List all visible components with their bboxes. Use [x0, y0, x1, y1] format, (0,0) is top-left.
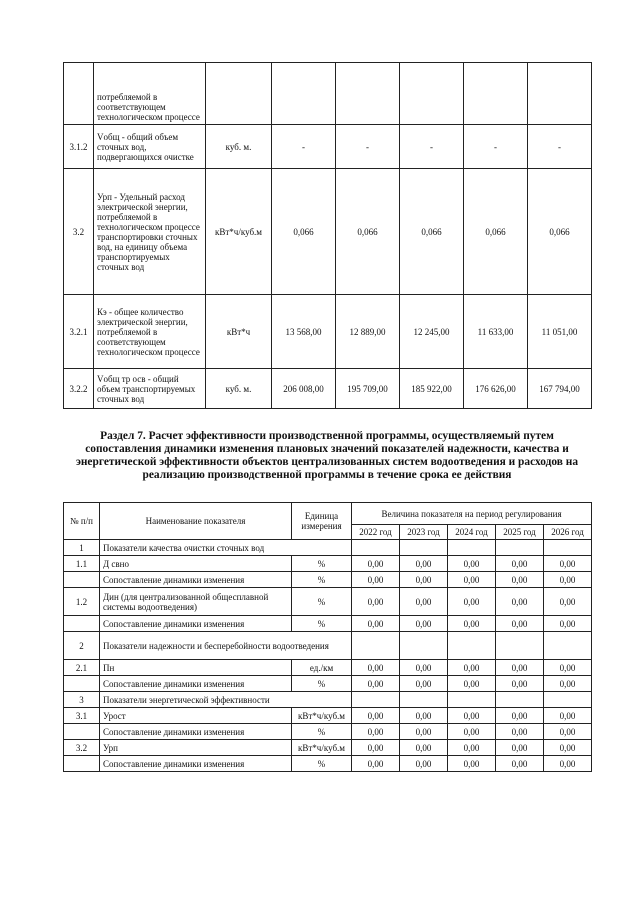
table-row: [64, 169, 592, 295]
value-cell: 12 889,00: [336, 295, 400, 369]
empty-cell: [544, 692, 592, 708]
value-cell: -: [400, 125, 464, 169]
value-cell: 0,00: [352, 588, 400, 616]
header-num: № п/п: [64, 503, 100, 540]
row-number: 2: [64, 632, 100, 660]
value-cell: 0,066: [400, 169, 464, 295]
value-cell: 0,00: [352, 708, 400, 724]
indicator-name: Дин (для централизованной общесплавной системы водоотведения): [100, 588, 292, 616]
indicator-name: Сопоставление динамики изменения: [100, 572, 292, 588]
unit-cell: %: [292, 588, 352, 616]
value-cell: 11 051,00: [528, 295, 592, 369]
value-cell: 0,00: [352, 556, 400, 572]
empty-cell: [352, 540, 400, 556]
value-cell: 206 008,00: [272, 369, 336, 409]
row-number: 3: [64, 692, 100, 708]
unit-cell: кВт*ч/куб.м: [292, 740, 352, 756]
value-cell: -: [464, 125, 528, 169]
table-row: [64, 660, 592, 676]
value-cell: 0,00: [544, 756, 592, 772]
unit-cell: кВт*ч/куб.м: [206, 169, 272, 295]
value-cell: 0,00: [544, 740, 592, 756]
value-cell: 0,00: [448, 572, 496, 588]
table-row: [64, 756, 592, 772]
value-cell: 0,00: [400, 660, 448, 676]
table-row: [64, 588, 592, 616]
empty-cell: [496, 692, 544, 708]
value-cell: 0,00: [400, 740, 448, 756]
table-row: [64, 740, 592, 756]
value-cell: -: [272, 125, 336, 169]
section-heading: Показатели энергетической эффективности: [100, 692, 352, 708]
value-cell: 0,00: [448, 588, 496, 616]
row-number: 1.1: [64, 556, 100, 572]
table-row: [64, 632, 592, 660]
value-cell: 13 568,00: [272, 295, 336, 369]
table-row: [64, 692, 592, 708]
value-cell: 0,00: [400, 616, 448, 632]
indicator-name: Сопоставление динамики изменения: [100, 756, 292, 772]
indicator-name: Д свно: [100, 556, 292, 572]
row-number: 3.1: [64, 708, 100, 724]
row-number: 1.2: [64, 588, 100, 616]
empty-cell: [352, 632, 400, 660]
unit-cell: %: [292, 572, 352, 588]
value-cell: 0,00: [544, 572, 592, 588]
indicator-description: Vобщ тр осв - общий объем транспортируемых сточных вод: [94, 369, 206, 409]
header-year: 2024 год: [448, 525, 496, 540]
unit-cell: %: [292, 756, 352, 772]
value-cell: 0,00: [400, 756, 448, 772]
value-cell: 0,00: [496, 724, 544, 740]
unit-cell: куб. м.: [206, 369, 272, 409]
value-cell: 0,00: [544, 660, 592, 676]
value-cell: 0,00: [496, 616, 544, 632]
value-cell: 0,00: [352, 676, 400, 692]
empty-cell: [400, 540, 448, 556]
value-cell: 0,00: [448, 556, 496, 572]
value-cell: 11 633,00: [464, 295, 528, 369]
row-number: [64, 676, 100, 692]
indicator-name: Сопоставление динамики изменения: [100, 676, 292, 692]
table-row: [64, 708, 592, 724]
table-row: [64, 572, 592, 588]
row-number: 3.2: [64, 740, 100, 756]
value-cell: 0,00: [496, 572, 544, 588]
value-cell: 0,00: [496, 556, 544, 572]
value-cell: 0,00: [400, 588, 448, 616]
header-year: 2022 год: [352, 525, 400, 540]
value-cell: [400, 63, 464, 125]
value-cell: 195 709,00: [336, 369, 400, 409]
unit-cell: ед./км: [292, 660, 352, 676]
value-cell: 167 794,00: [528, 369, 592, 409]
section-heading: Показатели качества очистки сточных вод: [100, 540, 352, 556]
value-cell: 0,00: [496, 660, 544, 676]
unit-cell: %: [292, 616, 352, 632]
value-cell: 0,00: [352, 660, 400, 676]
value-cell: [528, 63, 592, 125]
header-year: 2023 год: [400, 525, 448, 540]
section-heading: Показатели надежности и бесперебойности водоотведения: [100, 632, 352, 660]
value-cell: 0,00: [448, 616, 496, 632]
table-row: [64, 125, 592, 169]
empty-cell: [400, 632, 448, 660]
row-number: [64, 63, 94, 125]
empty-cell: [448, 632, 496, 660]
value-cell: 0,066: [464, 169, 528, 295]
indicator-name: Пн: [100, 660, 292, 676]
indicator-name: Урост: [100, 708, 292, 724]
value-cell: 0,00: [544, 676, 592, 692]
value-cell: 0,00: [352, 616, 400, 632]
value-cell: 0,00: [352, 572, 400, 588]
table-row: [64, 616, 592, 632]
value-cell: 0,00: [352, 724, 400, 740]
value-cell: 0,00: [448, 708, 496, 724]
empty-cell: [352, 692, 400, 708]
indicator-description: потребляемой в соответствующем технологическом процессе: [94, 63, 206, 125]
unit-cell: куб. м.: [206, 125, 272, 169]
table-row: [64, 556, 592, 572]
value-cell: 0,00: [352, 756, 400, 772]
empty-cell: [544, 632, 592, 660]
row-number: [64, 724, 100, 740]
value-cell: 185 922,00: [400, 369, 464, 409]
indicator-description: Кэ - общее количество электрической энергии, потребляемой в соответствующем технологическом процессе: [94, 295, 206, 369]
value-cell: 0,00: [544, 724, 592, 740]
header-unit: Единица измерения: [292, 503, 352, 540]
row-number: 3.2: [64, 169, 94, 295]
table-row: [64, 676, 592, 692]
row-number: 3.2.1: [64, 295, 94, 369]
unit-cell: %: [292, 556, 352, 572]
value-cell: 0,00: [352, 740, 400, 756]
value-cell: -: [528, 125, 592, 169]
value-cell: 0,00: [448, 724, 496, 740]
efficiency-table: [63, 502, 592, 772]
value-cell: 0,066: [528, 169, 592, 295]
indicator-description: Vобщ - общий объем сточных вод, подвергающихся очистке: [94, 125, 206, 169]
value-cell: 0,00: [544, 588, 592, 616]
section-title: Раздел 7. Расчет эффективности производственной программы, осуществляемый путем сопоставления динамики изменения плановых значений показателей надежности, качества и энергетической эффективности объектов централизованных систем водоотведения и расходов на реализацию производственной программы в течение срока ее действия: [75, 430, 579, 481]
header-year: 2025 год: [496, 525, 544, 540]
value-cell: [336, 63, 400, 125]
value-cell: 0,00: [496, 756, 544, 772]
indicators-table-top: [63, 62, 592, 409]
value-cell: 0,00: [448, 660, 496, 676]
value-cell: [272, 63, 336, 125]
row-number: 2.1: [64, 660, 100, 676]
value-cell: 0,00: [496, 740, 544, 756]
header-year: 2026 год: [544, 525, 592, 540]
value-cell: 0,00: [496, 676, 544, 692]
value-cell: 0,00: [400, 572, 448, 588]
unit-cell: [206, 63, 272, 125]
value-cell: 0,00: [544, 708, 592, 724]
row-number: 3.2.2: [64, 369, 94, 409]
value-cell: -: [336, 125, 400, 169]
value-cell: 0,00: [400, 556, 448, 572]
value-cell: 0,00: [400, 708, 448, 724]
value-cell: 0,00: [544, 556, 592, 572]
value-cell: 0,00: [448, 756, 496, 772]
indicator-name: Сопоставление динамики изменения: [100, 616, 292, 632]
value-cell: 0,066: [336, 169, 400, 295]
header-period: Величина показателя на период регулирования: [352, 503, 592, 525]
row-number: [64, 756, 100, 772]
value-cell: 0,00: [400, 676, 448, 692]
empty-cell: [496, 632, 544, 660]
unit-cell: кВт*ч/куб.м: [292, 708, 352, 724]
unit-cell: %: [292, 724, 352, 740]
indicator-name: Сопоставление динамики изменения: [100, 724, 292, 740]
table-row: [64, 63, 592, 125]
row-number: 1: [64, 540, 100, 556]
value-cell: 0,00: [544, 616, 592, 632]
value-cell: 0,00: [448, 740, 496, 756]
unit-cell: %: [292, 676, 352, 692]
table-row: [64, 295, 592, 369]
value-cell: 176 626,00: [464, 369, 528, 409]
row-number: [64, 616, 100, 632]
empty-cell: [448, 692, 496, 708]
empty-cell: [544, 540, 592, 556]
value-cell: 0,066: [272, 169, 336, 295]
value-cell: 0,00: [496, 588, 544, 616]
header-name: Наименование показателя: [100, 503, 292, 540]
value-cell: 0,00: [496, 708, 544, 724]
table-row: [64, 724, 592, 740]
table-row: [64, 369, 592, 409]
indicator-description: Урп - Удельный расход электрической энергии, потребляемой в технологическом процессе транспортировки сточных вод, на единицу объема транспортируемых сточных вод: [94, 169, 206, 295]
value-cell: [464, 63, 528, 125]
indicator-name: Урп: [100, 740, 292, 756]
empty-cell: [400, 692, 448, 708]
row-number: 3.1.2: [64, 125, 94, 169]
unit-cell: кВт*ч: [206, 295, 272, 369]
value-cell: 0,00: [448, 676, 496, 692]
empty-cell: [496, 540, 544, 556]
value-cell: 12 245,00: [400, 295, 464, 369]
row-number: [64, 572, 100, 588]
table-row: [64, 540, 592, 556]
empty-cell: [448, 540, 496, 556]
value-cell: 0,00: [400, 724, 448, 740]
